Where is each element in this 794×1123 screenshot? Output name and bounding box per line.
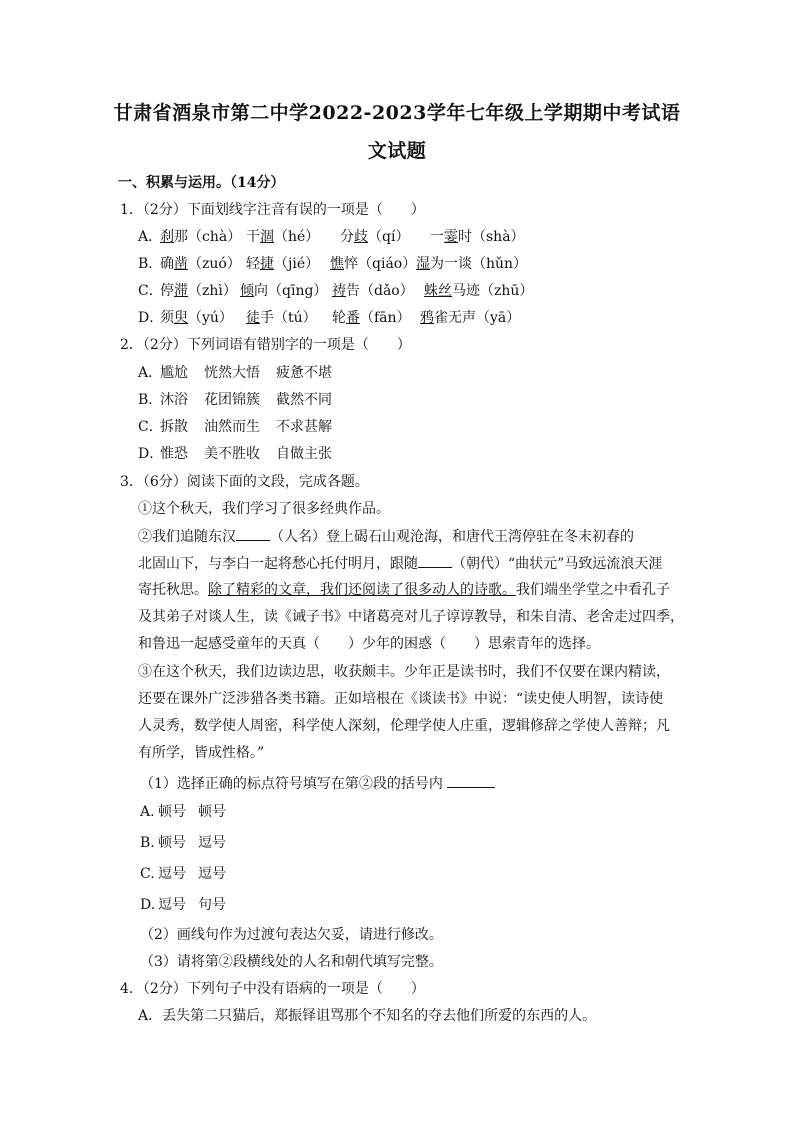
answer-blank: [447, 773, 495, 788]
option-item: 憔悴（qiáo）: [330, 256, 417, 272]
sub-question-1-choice-a: A. 顿号 顿号: [140, 804, 226, 820]
option-item: 湿为一谈（hǔn）: [416, 256, 528, 272]
option-item: 停滞（zhì）: [160, 283, 237, 299]
option-item: 蛛丝马迹（zhū）: [424, 283, 534, 299]
passage-paragraph-2-line-3: 寄托秋思。除了精彩的文章，我们还阅读了很多动人的诗歌。我们端坐学堂之中看孔子: [138, 582, 670, 598]
question-3-stem: 3．（6分）阅读下面的文段，完成各题。: [120, 474, 369, 490]
question-2-option-c: C．拆散 油然而生 不求甚解: [138, 419, 332, 435]
question-4-option-a: A．丢失第二只猫后，郑振铎诅骂那个不知名的夺去他们所爱的东西的人。: [138, 1008, 597, 1024]
question-1-stem: 1．（2分）下面划线字注音有误的一项是（ ）: [120, 202, 425, 218]
question-2-option-b: B．沐浴 花团锦簇 截然不同: [138, 392, 332, 408]
exam-title-line-2: 文试题: [367, 140, 427, 162]
option-letter: D．: [138, 310, 164, 326]
passage-paragraph-2-line-5: 和鲁迅一起感受童年的天真（ ）少年的困惑（ ）思索青年的选择。: [138, 636, 600, 652]
option-item: 确凿（zuó）: [160, 256, 241, 272]
sub-question-2: （2）画线句作为过渡句表达欠妥，请进行修改。: [140, 927, 443, 943]
passage-paragraph-2-line-4: 及其弟子对谈人生，读《诫子书》中诸葛亮对儿子谆谆教导，和朱自清、老舍走过四季，: [138, 609, 684, 625]
sub-question-1-choice-d: D. 逗号 句号: [140, 897, 226, 913]
sub-question-3: （3）请将第②段横线处的人名和朝代填写完整。: [140, 954, 443, 970]
option-item: 须臾（yú）: [160, 310, 233, 326]
question-2-option-a: A．尴尬 恍然大悟 疲惫不堪: [138, 365, 332, 381]
question-2-stem: 2．（2分）下列词语有错别字的一项是（ ）: [120, 337, 411, 353]
passage-paragraph-3-line-4: 有所学，皆成性格。”: [138, 745, 265, 761]
passage-paragraph-3-line-1: ③在这个秋天，我们边读边思，收获颇丰。少年正是读书时，我们不仅要在课内精读，: [138, 664, 670, 680]
option-item: 祷告（dǎo）: [332, 283, 414, 299]
question-1-option-a: [138, 227, 525, 247]
underlined-transition-sentence: 除了精彩的文章，我们还阅读了很多动人的诗歌。: [208, 582, 516, 598]
passage-paragraph-2-line-2: 北固山下，与李白一起将愁心托付明月，跟随 （朝代）“曲状元”马致远流浪天涯: [138, 553, 662, 574]
question-1-option-d: [138, 308, 520, 328]
question-1-option-b: [138, 254, 527, 274]
sub-question-1: （1）选择正确的标点符号填写在第②段的括号内: [140, 773, 495, 794]
option-item: 刹那（chà）: [160, 229, 242, 245]
option-item: 鸦雀无声（yā）: [420, 310, 521, 326]
exam-title-line-1: 甘肃省酒泉市第二中学2022-2023学年七年级上学期期中考试语: [113, 102, 681, 124]
sub-question-1-choice-c: C. 逗号 逗号: [140, 866, 226, 882]
option-letter: C．: [138, 283, 163, 299]
option-item: 分歧（qí）: [340, 229, 410, 245]
passage-paragraph-1: ①这个秋天，我们学习了很多经典作品。: [138, 501, 390, 517]
passage-paragraph-3-line-3: 人灵秀，数学使人周密，科学使人深刻，伦理学使人庄重，逻辑修辞之学使人善辩；凡: [138, 718, 670, 734]
option-item: 一霎时（shà）: [430, 229, 525, 245]
person-name-blank: [236, 526, 270, 541]
sub-question-1-choice-b: B. 顿号 逗号: [140, 835, 226, 851]
dynasty-blank: [418, 553, 452, 568]
option-item: 干涸（hé）: [246, 229, 320, 245]
question-1-option-c: [138, 281, 533, 301]
option-item: 轻捷（jié）: [246, 256, 320, 272]
question-2-option-d: D．惟恐 美不胜收 自做主张: [138, 446, 332, 462]
option-letter: B．: [138, 256, 163, 272]
question-4-stem: 4．（2分）下列句子中没有语病的一项是（ ）: [120, 981, 425, 997]
passage-paragraph-3-line-2: 还要在课外广泛涉猎各类书籍。正如培根在《谈读书》中说：“读史使人明智，读诗使: [138, 691, 664, 707]
option-item: 倾向（qīng）: [240, 283, 328, 299]
option-letter: A．: [138, 229, 163, 245]
option-item: 轮番（fān）: [332, 310, 411, 326]
passage-paragraph-2-line-1: ②我们追随东汉 （人名）登上碣石山观沧海，和唐代王湾停驻在冬末初春的: [138, 526, 634, 547]
option-item: 徒手（tú）: [246, 310, 317, 326]
section-heading: 一、积累与运用。（14分）: [118, 175, 285, 191]
